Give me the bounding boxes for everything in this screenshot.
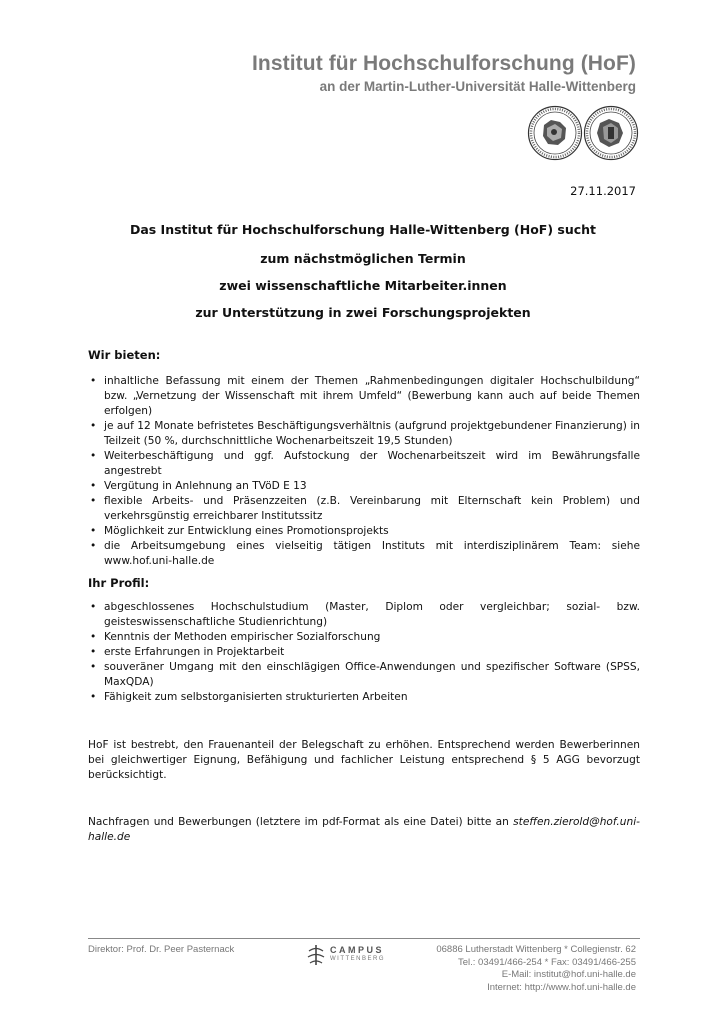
- profile-list: [88, 600, 640, 705]
- list-item: • Fähigkeit zum selbstorganisierten strukturierten Arbeiten: [88, 690, 640, 705]
- list-item: • erste Erfahrungen in Projektarbeit: [88, 645, 640, 660]
- list-item: • Vergütung in Anlehnung an TVöD E 13: [88, 479, 640, 494]
- campus-subword: WITTENBERG: [330, 956, 385, 962]
- seal-right-icon: [585, 107, 638, 160]
- headline-line-1: Das Institut für Hochschulforschung Halle-Wittenberg (HoF) sucht: [129, 222, 597, 237]
- seal-left-icon: [529, 107, 582, 160]
- document-date: 27.11.2017: [570, 184, 636, 198]
- offer-heading: Wir bieten:: [88, 348, 161, 362]
- institute-title: Institut für Hochschulforschung (HoF): [252, 52, 636, 75]
- footer-internet[interactable]: Internet: http://www.hof.uni-halle.de: [487, 981, 636, 993]
- footer-divider: [88, 938, 640, 939]
- list-item: • flexible Arbeits- und Präsenzzeiten (z.B. Vereinbarung mit Elternschaft kein Problem) und verkehrsgünstig erreichbarer Institutssitz: [88, 494, 640, 524]
- headline-line-4: zur Unterstützung in zwei Forschungsprojekten: [195, 305, 531, 320]
- list-item: • abgeschlossenes Hochschulstudium (Master, Diplom oder vergleichbar; sozial- bzw. geisteswissenschaftliche Studienrichtung): [88, 600, 640, 630]
- university-seals: [527, 105, 639, 161]
- footer-email[interactable]: E-Mail: institut@hof.uni-halle.de: [501, 969, 636, 980]
- footer-director: Direktor: Prof. Dr. Peer Pasternack: [88, 944, 235, 955]
- equality-statement: HoF ist bestrebt, den Frauenanteil der Belegschaft zu erhöhen. Entsprechend werden Bewerberinnen bei gleichwertiger Eignung, Befähigung und fachlicher Leistung entsprechend § 5 AGG bevorzugt berücksichtigt.: [88, 739, 640, 781]
- profile-heading: Ihr Profil:: [88, 576, 150, 590]
- contact-email-link[interactable]: steffen.zierold@hof.uni-halle.de: [88, 816, 640, 843]
- contact-paragraph: [88, 815, 640, 845]
- offer-list: [88, 374, 640, 569]
- footer-address: 06886 Lutherstadt Wittenberg * Collegienstr. 62: [436, 944, 636, 955]
- footer-phone: Tel.: 03491/466-254 * Fax: 03491/466-255: [458, 956, 636, 968]
- campus-word: CAMPUS: [330, 945, 385, 955]
- list-item: • souveräner Umgang mit den einschlägigen Office-Anwendungen und spezifischer Software (SPSS, MaxQDA): [88, 660, 640, 690]
- contact-text: Nachfragen und Bewerbungen (letztere im pdf-Format als eine Datei) bitte an: [88, 816, 509, 828]
- institute-subtitle: an der Martin-Luther-Universität Halle-Wittenberg: [319, 79, 636, 94]
- list-item: • die Arbeitsumgebung eines vielseitig tätigen Instituts mit interdisziplinärem Team: siehe www.hof.uni-halle.de: [88, 539, 640, 569]
- list-item: • inhaltliche Befassung mit einem der Themen „Rahmenbedingungen digitaler Hochschulbildung“ bzw. „Vernetzung der Wissenschaft mit ihrem Umfeld“ (Bewerbung kann auch auf beide Themen erfolgen): [88, 374, 640, 419]
- footer-contact-block: [436, 944, 636, 994]
- list-item: • Weiterbeschäftigung und ggf. Aufstockung der Wochenarbeitszeit wird im Bewährungsfalle angestrebt: [88, 449, 640, 479]
- headline-line-2: zum nächstmöglichen Termin: [260, 251, 466, 266]
- campus-wittenberg-logo: [306, 944, 401, 968]
- list-item: • Möglichkeit zur Entwicklung eines Promotionsprojekts: [88, 524, 640, 539]
- campus-logo-icon: [306, 944, 326, 966]
- headline-line-3: zwei wissenschaftliche Mitarbeiter.innen: [219, 278, 507, 293]
- list-item: • Kenntnis der Methoden empirischer Sozialforschung: [88, 630, 640, 645]
- list-item: • je auf 12 Monate befristetes Beschäftigungsverhältnis (aufgrund projektgebundener Finanzierung) in Teilzeit (50 %, durchschnittliche Wochenarbeitszeit 19,5 Stunden): [88, 419, 640, 449]
